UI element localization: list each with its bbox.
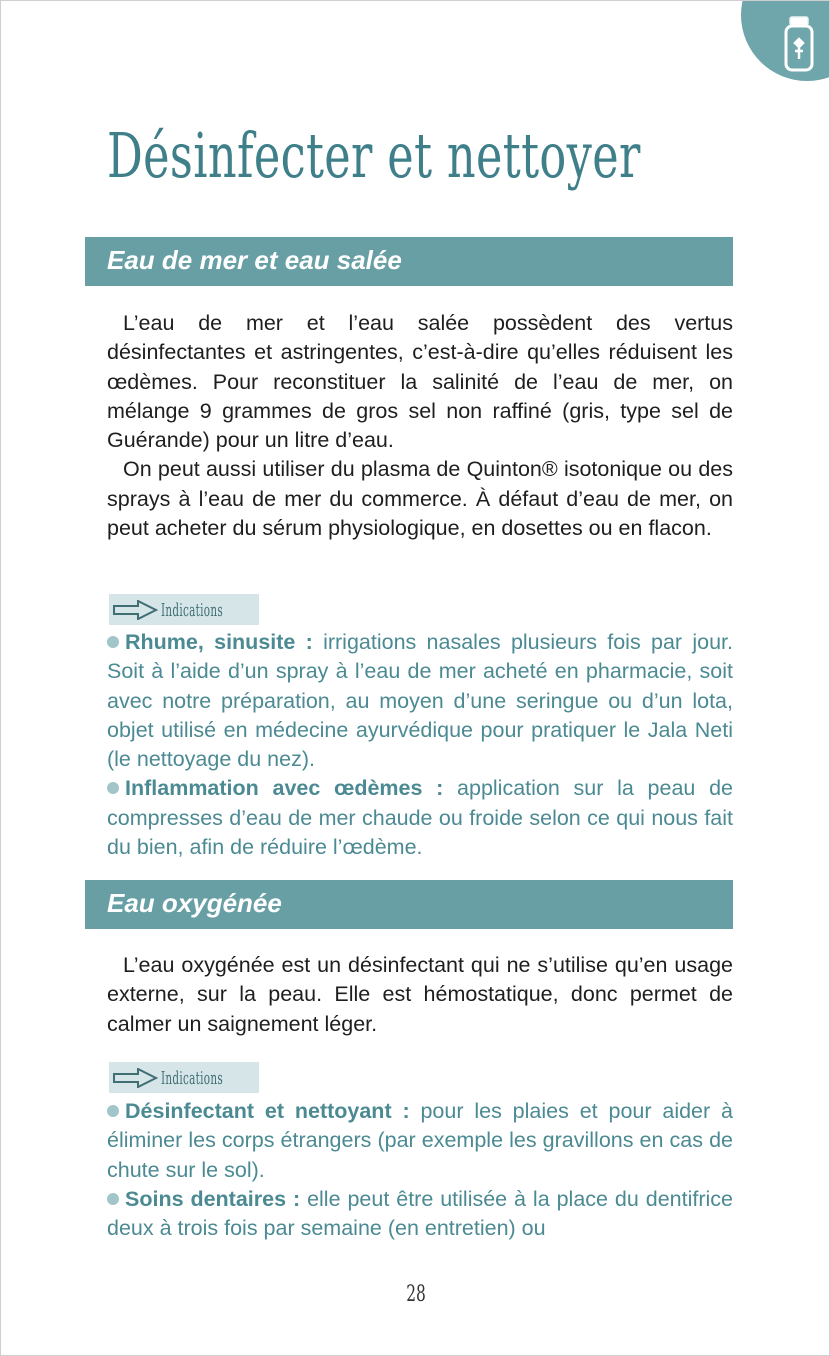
indication-text: pour les plaies et pour aider à éliminer les corps étrangers (par exemple les gravillons en cas de chute sur le sol). (107, 1099, 733, 1182)
bullet-icon (107, 782, 119, 794)
indications-list (107, 628, 733, 862)
section-header (85, 237, 733, 286)
indication-text: application sur la peau de compresses d’eau de mer chaude ou froide selon ce qui nous fait du bien, afin de réduire l’œdème. (107, 776, 733, 860)
indications-label: Indications (161, 1068, 224, 1089)
indication-text: elle peut être utilisée à la place du dentifrice deux à trois fois par semaine (en entretien) ou (107, 1186, 733, 1241)
section-heading: Eau oxygénée (107, 888, 282, 918)
bullet-icon (107, 1193, 119, 1205)
section-header (85, 880, 733, 929)
bullet-icon (107, 1105, 119, 1117)
indication-term: Inflammation avec œdèmes : (125, 776, 444, 801)
jar-icon (781, 15, 817, 75)
indication-term: Rhume, sinusite : (125, 630, 313, 654)
list-item (107, 1185, 733, 1244)
indication-text: irrigations nasales plusieurs fois par jour. Soit à l’aide d’un spray à l’eau de mer acheté en pharmacie, soit avec notre préparation, au moyen d’une seringue ou d’un lota, objet utilisé en médecine ayurvédique pour pratiquer le Jala Neti (le nettoyage du nez). (107, 630, 733, 772)
indications-list (107, 1097, 733, 1243)
arrow-icon (111, 1068, 159, 1088)
indication-term: Soins dentaires : (125, 1186, 301, 1211)
list-item (107, 774, 733, 862)
page-number: 28 (406, 1282, 426, 1307)
section-body (107, 309, 733, 543)
bullet-icon (107, 636, 119, 648)
paragraph: L’eau oxygénée est un désinfectant qui ne s’utilise qu’en usage externe, sur la peau. Elle est hémostatique, donc permet de calmer un saignement léger. (107, 953, 733, 1036)
paragraph: On peut aussi utiliser du plasma de Quinton® isotonique ou des sprays à l’eau de mer du commerce. À défaut d’eau de mer, on peut acheter du sérum physiologique, en dosettes ou en flacon. (107, 457, 733, 541)
section-heading: Eau de mer et eau salée (107, 245, 402, 275)
page-title: Désinfecter et nettoyer (107, 119, 641, 192)
section-body (107, 951, 733, 1039)
indications-label: Indications (161, 600, 224, 621)
list-item (107, 1097, 733, 1185)
indication-term: Désinfectant et nettoyant : (125, 1099, 410, 1123)
paragraph: L’eau de mer et l’eau salée possèdent des vertus désinfectantes et astringentes, c’est-à-dire qu’elles réduisent les œdèmes. Pour reconstituer la salinité de l’eau de mer, on mélange 9 grammes de gros sel non raffiné (gris, type sel de Guérande) pour un litre d’eau. (107, 311, 733, 453)
indications-badge (109, 594, 259, 625)
indications-badge (109, 1062, 259, 1093)
arrow-icon (111, 600, 159, 620)
list-item (107, 628, 733, 774)
